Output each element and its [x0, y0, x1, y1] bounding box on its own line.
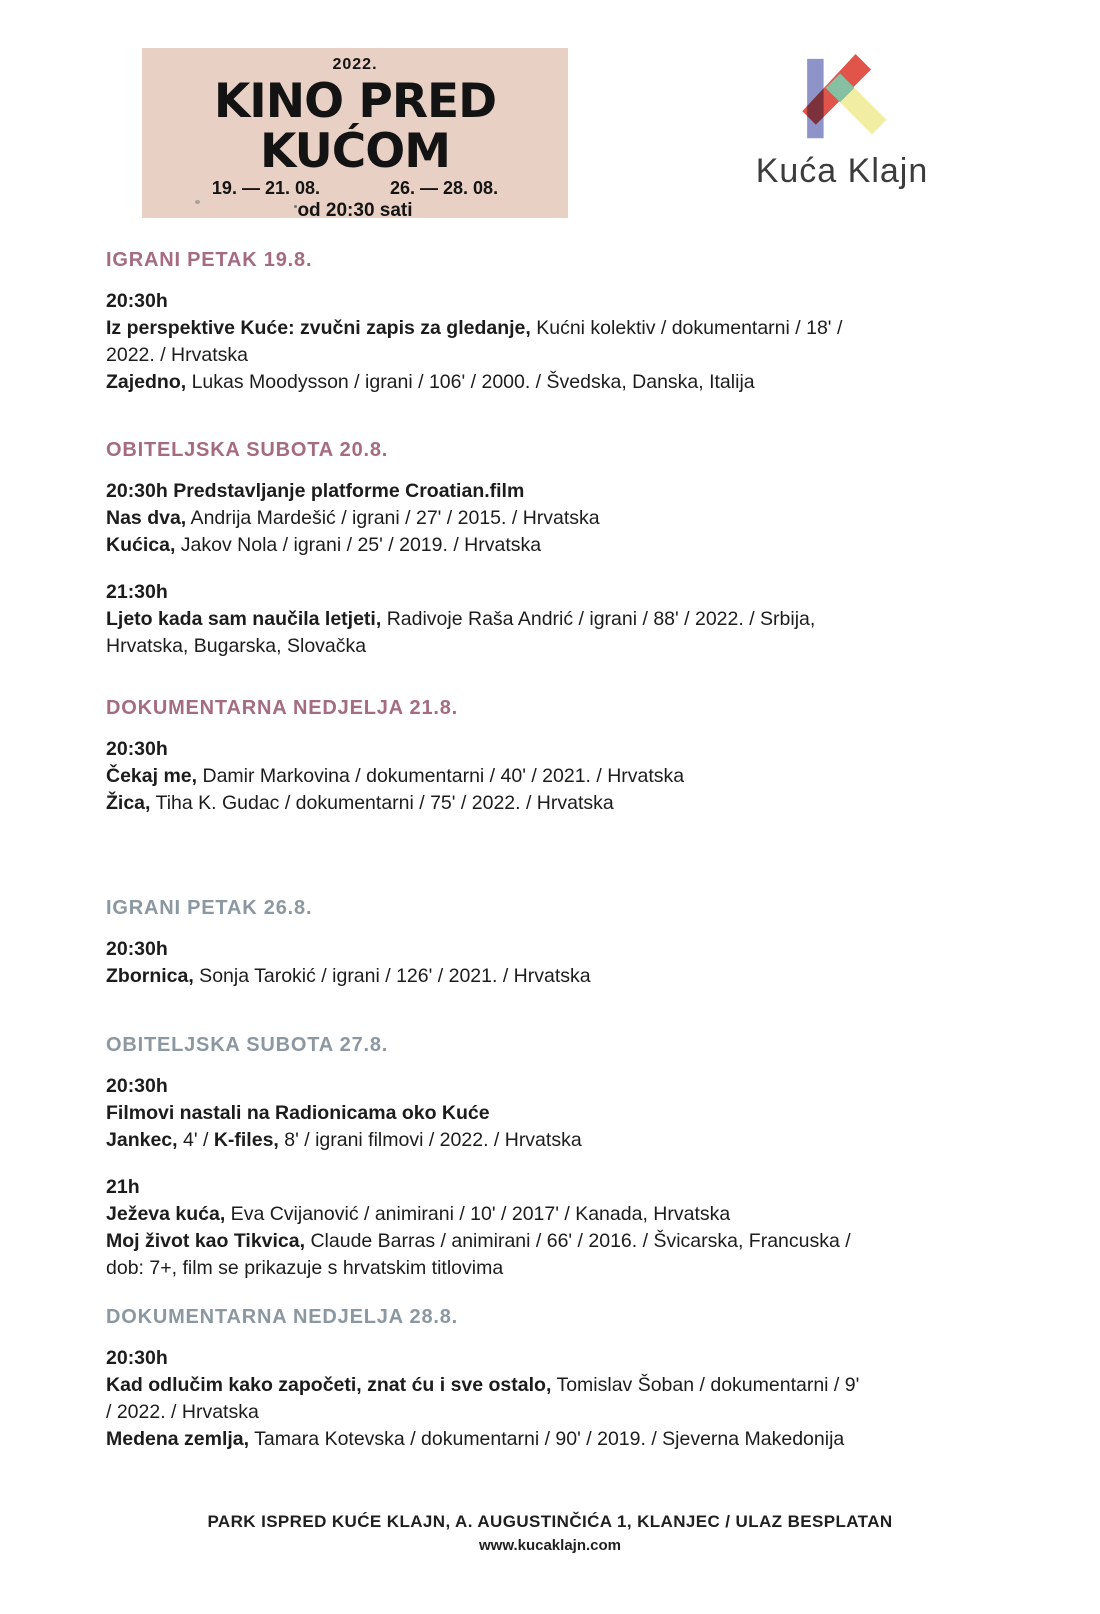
kuca-klajn-logo	[742, 54, 942, 191]
film-line	[106, 505, 1026, 532]
screening-slot	[106, 579, 1026, 660]
film-line	[106, 1372, 1026, 1399]
screening-time	[106, 288, 1026, 315]
film-details: Andrija Mardešić / igrani / 27' / 2015. / Hrvatska	[186, 507, 600, 529]
poster-title-line2: KUĆOM	[260, 124, 450, 179]
film-line	[106, 790, 1026, 817]
film-line-continued	[106, 1255, 1026, 1282]
film-details: Tomislav Šoban / dokumentarni / 9'	[551, 1374, 860, 1396]
time-event-label: Predstavljanje platforme Croatian.film	[167, 480, 525, 502]
film-title: Moj život kao Tikvica,	[106, 1230, 306, 1252]
film-details: Tamara Kotevska / dokumentarni / 90' / 2019. / Sjeverna Makedonija	[249, 1428, 845, 1450]
section-obiteljska-subota-20-8	[106, 438, 1026, 660]
screening-time	[106, 936, 1026, 963]
film-title: Kad odlučim kako započeti, znat ću i sve ostalo,	[106, 1374, 552, 1396]
section-heading: DOKUMENTARNA NEDJELJA 28.8.	[106, 1306, 459, 1328]
time-label: 20:30h	[106, 290, 168, 312]
film-details: Hrvatska, Bugarska, Slovačka	[106, 635, 367, 657]
film-details: Kućni kolektiv / dokumentarni / 18' /	[530, 317, 843, 339]
section-heading: IGRANI PETAK 26.8.	[106, 897, 313, 919]
film-title: Zbornica,	[106, 965, 194, 987]
poster-year: 2022.	[332, 56, 378, 73]
screening-time	[106, 1345, 1026, 1372]
section-dokumentarna-nedjelja-28-8	[106, 1305, 1026, 1453]
film-line-continued	[106, 1399, 1026, 1426]
film-title: Nas dva,	[106, 507, 187, 529]
section-heading: IGRANI PETAK 19.8.	[106, 249, 313, 271]
program-schedule	[106, 248, 1026, 1453]
film-line	[106, 1426, 1026, 1453]
scan-artifact-dot	[294, 205, 297, 208]
film-details: Claude Barras / animirani / 66' / 2016. / Švicarska, Francuska /	[305, 1230, 851, 1252]
section-heading: OBITELJSKA SUBOTA 20.8.	[106, 439, 389, 461]
film-line	[106, 963, 1026, 990]
film-title: Čekaj me,	[106, 765, 198, 787]
screening-time	[106, 1174, 1026, 1201]
film-details: Eva Cvijanović / animirani / 10' / 2017' / Kanada, Hrvatska	[225, 1203, 731, 1225]
poster-time-note: od 20:30 sati	[297, 200, 413, 221]
film-line	[106, 315, 1026, 342]
poster-dates	[142, 178, 568, 199]
poster-footer	[0, 1512, 1100, 1554]
screening-time	[106, 736, 1026, 763]
screening-slot	[106, 936, 1026, 990]
screening-time	[106, 478, 1026, 505]
film-details: Sonja Tarokić / igrani / 126' / 2021. / Hrvatska	[193, 965, 591, 987]
film-details: Tiha K. Gudac / dokumentarni / 75' / 2022. / Hrvatska	[150, 792, 614, 814]
poster-title-line1: KINO PRED	[213, 74, 497, 129]
program-title: Filmovi nastali na Radionicama oko Kuće	[106, 1102, 490, 1124]
footer-website: www.kucaklajn.com	[479, 1537, 621, 1554]
scan-artifact-dot	[195, 200, 200, 204]
time-label: 20:30h	[106, 1347, 168, 1369]
section-igrani-petak-26-8	[106, 896, 1026, 990]
section-obiteljska-subota-27-8	[106, 1033, 1026, 1282]
program-line	[106, 1100, 1026, 1127]
dates-weekend-1: 19. — 21. 08.	[211, 178, 320, 198]
screening-slot	[106, 1174, 1026, 1282]
screening-slot	[106, 1073, 1026, 1154]
section-igrani-petak-19-8	[106, 248, 1026, 396]
film-title: K-files,	[213, 1129, 279, 1151]
film-details: dob: 7+, film se prikazuje s hrvatskim titlovima	[106, 1257, 504, 1279]
section-heading: OBITELJSKA SUBOTA 27.8.	[106, 1034, 389, 1056]
film-title: Ježeva kuća,	[106, 1203, 226, 1225]
film-details: Lukas Moodysson / igrani / 106' / 2000. / Švedska, Danska, Italija	[186, 371, 755, 393]
screening-slot	[106, 736, 1026, 817]
time-label: 21:30h	[106, 581, 168, 603]
film-line	[106, 1127, 1026, 1154]
poster-title	[142, 74, 568, 179]
screening-slot	[106, 1345, 1026, 1453]
film-line	[106, 1228, 1026, 1255]
film-details: Damir Markovina / dokumentarni / 40' / 2021. / Hrvatska	[197, 765, 685, 787]
screening-slot	[106, 478, 1026, 559]
time-label: 20:30h	[106, 480, 168, 502]
film-details: / 2022. / Hrvatska	[106, 1401, 259, 1423]
film-details: 4' /	[177, 1129, 214, 1151]
film-details: Radivoje Raša Andrić / igrani / 88' / 2022. / Srbija,	[381, 608, 816, 630]
film-line	[106, 369, 1026, 396]
screening-time	[106, 579, 1026, 606]
film-details: Jakov Nola / igrani / 25' / 2019. / Hrvatska	[175, 534, 542, 556]
time-label: 20:30h	[106, 738, 168, 760]
film-line-continued	[106, 342, 1026, 369]
film-details: 2022. / Hrvatska	[106, 344, 248, 366]
time-label: 20:30h	[106, 1075, 168, 1097]
film-title: Ljeto kada sam naučila letjeti,	[106, 608, 382, 630]
screening-slot	[106, 288, 1026, 396]
screening-time	[106, 1073, 1026, 1100]
film-title: Zajedno,	[106, 371, 187, 393]
section-heading: DOKUMENTARNA NEDJELJA 21.8.	[106, 697, 459, 719]
film-details: 8' / igrani filmovi / 2022. / Hrvatska	[278, 1129, 582, 1151]
time-label: 21h	[106, 1176, 140, 1198]
film-line-continued	[106, 633, 1026, 660]
film-title: Jankec,	[106, 1129, 178, 1151]
film-title: Medena zemlja,	[106, 1428, 250, 1450]
title-block	[142, 48, 568, 221]
logo-k-icon	[795, 54, 889, 146]
film-title: Žica,	[106, 792, 151, 814]
logo-wordmark: Kuća Klajn	[755, 152, 929, 190]
film-line	[106, 606, 1026, 633]
film-title: Kućica,	[106, 534, 176, 556]
film-line	[106, 763, 1026, 790]
film-line	[106, 1201, 1026, 1228]
footer-venue: PARK ISPRED KUĆE KLAJN, A. AUGUSTINČIĆA 1, KLANJEC / ULAZ BESPLATAN	[207, 1512, 893, 1531]
time-label: 20:30h	[106, 938, 168, 960]
section-dokumentarna-nedjelja-21-8	[106, 696, 1026, 817]
film-title: Iz perspektive Kuće: zvučni zapis za gledanje,	[106, 317, 531, 339]
film-line	[106, 532, 1026, 559]
dates-weekend-2: 26. — 28. 08.	[390, 178, 499, 198]
